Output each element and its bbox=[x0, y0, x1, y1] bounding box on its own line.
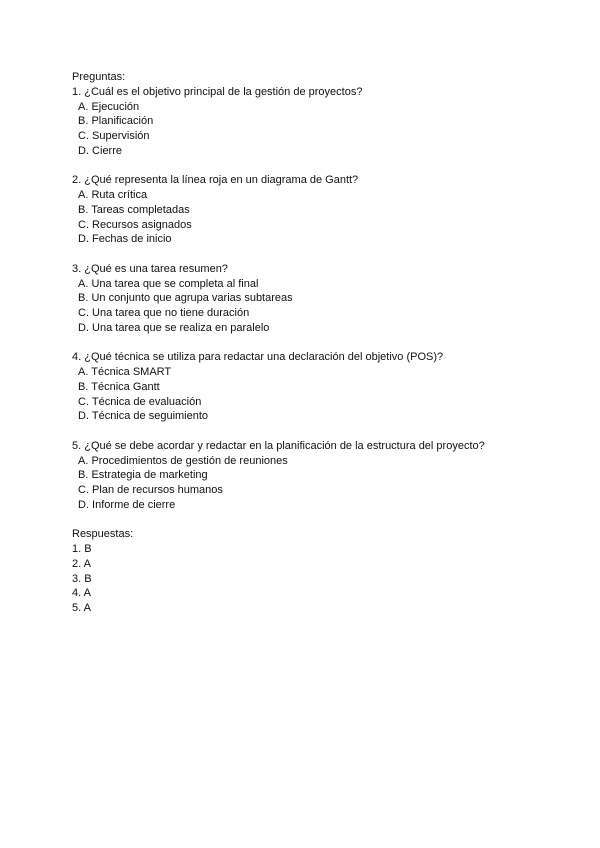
answer-item: 4. A bbox=[72, 587, 91, 600]
question-option: D. Una tarea que se realiza en paralelo bbox=[78, 321, 270, 334]
question-option: C. Técnica de evaluación bbox=[78, 395, 202, 408]
question-4 bbox=[72, 350, 542, 424]
question-2 bbox=[72, 173, 542, 247]
question-prompt: 4. ¿Qué técnica se utiliza para redactar una declaración del objetivo (POS)? bbox=[72, 351, 444, 364]
question-option: D. Fechas de inicio bbox=[78, 233, 172, 246]
question-option: C. Recursos asignados bbox=[78, 218, 192, 231]
question-option: D. Cierre bbox=[78, 144, 123, 157]
question-3 bbox=[72, 262, 542, 336]
answer-item: 3. B bbox=[72, 572, 92, 585]
answer-item: 2. A bbox=[72, 557, 91, 570]
question-option: C. Plan de recursos humanos bbox=[78, 484, 223, 496]
question-prompt: 3. ¿Qué es una tarea resumen? bbox=[72, 262, 228, 275]
question-prompt: 1. ¿Cuál es el objetivo principal de la gestión de proyectos? bbox=[72, 85, 363, 98]
answer-item: 5. A bbox=[72, 602, 91, 614]
question-option: D. Técnica de seguimiento bbox=[78, 410, 209, 423]
question-option: D. Informe de cierre bbox=[78, 498, 176, 511]
question-prompt: 2. ¿Qué representa la línea roja en un diagrama de Gantt? bbox=[72, 174, 359, 187]
question-option: B. Estrategia de marketing bbox=[78, 469, 208, 482]
question-option: A. Técnica SMART bbox=[78, 366, 172, 378]
answer-item: 1. B bbox=[72, 543, 92, 555]
question-prompt: 5. ¿Qué se debe acordar y redactar en la planificación de la estructura del proyecto? bbox=[72, 439, 485, 452]
question-option: B. Tareas completadas bbox=[78, 203, 190, 216]
question-option: B. Técnica Gantt bbox=[78, 380, 160, 393]
answers-section bbox=[72, 527, 542, 616]
question-option: B. Planificación bbox=[78, 115, 154, 128]
question-option: B. Un conjunto que agrupa varias subtareas bbox=[78, 292, 293, 305]
questions-heading: Preguntas: bbox=[72, 71, 126, 83]
question-option: C. Una tarea que no tiene duración bbox=[78, 307, 250, 319]
question-1 bbox=[72, 85, 542, 159]
question-option: A. Una tarea que se completa al final bbox=[78, 277, 259, 290]
question-option: C. Supervisión bbox=[78, 130, 150, 142]
question-5 bbox=[72, 439, 542, 513]
question-option: A. Ruta crítica bbox=[78, 189, 148, 201]
document-page bbox=[72, 70, 542, 616]
question-option: A. Ejecución bbox=[78, 100, 140, 113]
answers-heading: Respuestas: bbox=[72, 528, 134, 541]
question-option: A. Procedimientos de gestión de reuniones bbox=[78, 454, 288, 467]
